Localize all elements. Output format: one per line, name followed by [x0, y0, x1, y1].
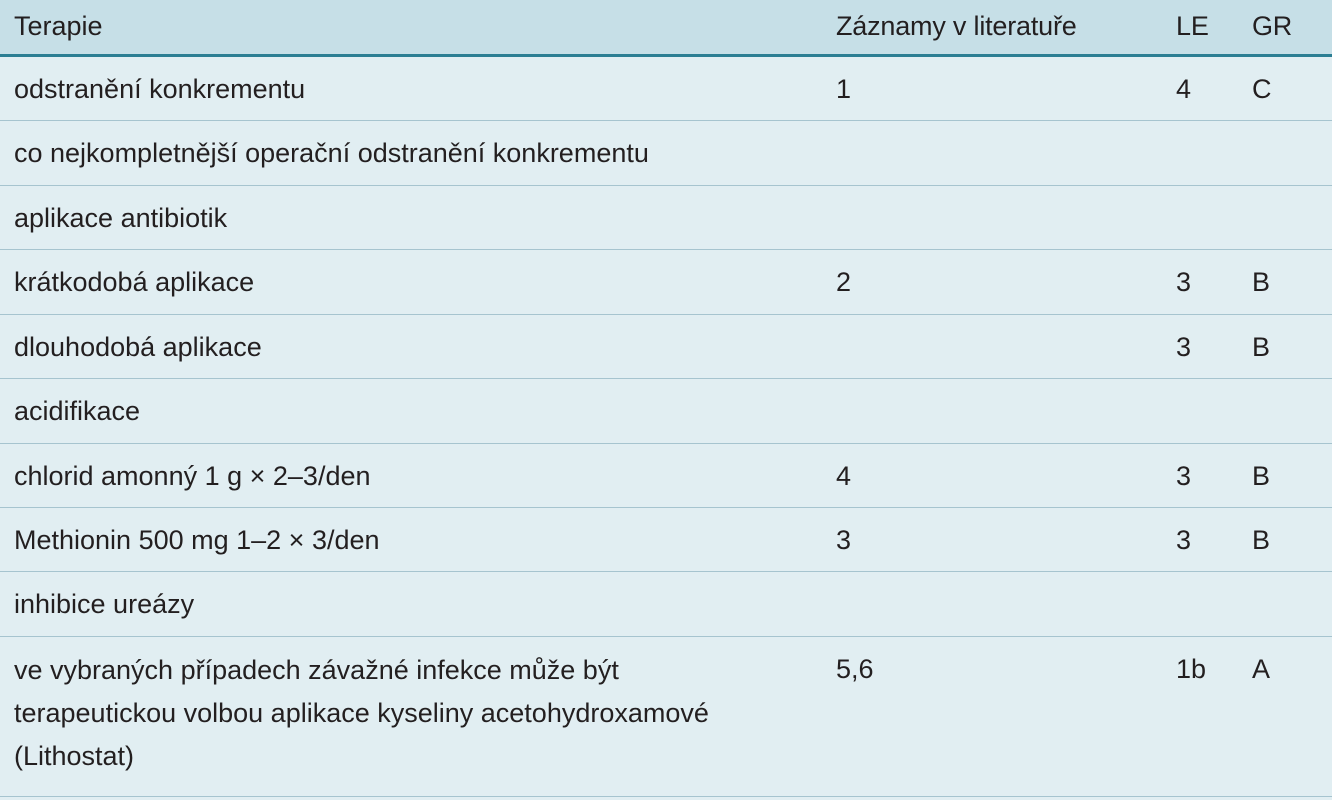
cell-gr: B [1252, 461, 1271, 491]
cell-therapy: krátkodobá aplikace [14, 267, 255, 297]
cell-gr: C [1252, 74, 1272, 104]
cell-therapy: co nejkompletnější operační odstranění konkrementu [14, 138, 649, 168]
cell-therapy: Methionin 500 mg 1–2 × 3/den [14, 525, 380, 555]
cell-le: 1b [1176, 654, 1207, 684]
cell-gr: B [1252, 267, 1271, 297]
cell-therapy: acidifikace [14, 396, 141, 426]
table-header [0, 0, 1332, 57]
cell-le: 4 [1176, 74, 1192, 104]
cell-therapy: dlouhodobá aplikace [14, 332, 262, 362]
table-row [0, 315, 1332, 379]
table-row [0, 508, 1332, 572]
cell-gr: B [1252, 332, 1271, 362]
table-row [0, 637, 1332, 797]
header-records: Záznamy v literatuře [836, 11, 1077, 41]
table-row [0, 379, 1332, 444]
table-row [0, 186, 1332, 250]
header-therapy: Terapie [14, 11, 103, 41]
table-row [0, 250, 1332, 315]
cell-therapy: aplikace antibiotik [14, 203, 228, 233]
table-row [0, 121, 1332, 186]
cell-therapy: inhibice ureázy [14, 589, 195, 619]
table-row [0, 444, 1332, 508]
cell-le: 3 [1176, 461, 1192, 491]
table-row [0, 572, 1332, 637]
cell-records: 5,6 [836, 654, 874, 684]
cell-records: 4 [836, 461, 852, 491]
cell-le: 3 [1176, 525, 1192, 555]
header-gr: GR [1252, 11, 1293, 41]
cell-le: 3 [1176, 267, 1192, 297]
cell-therapy: odstranění konkrementu [14, 74, 306, 104]
cell-gr: B [1252, 525, 1271, 555]
cell-le: 3 [1176, 332, 1192, 362]
cell-records: 2 [836, 267, 852, 297]
cell-records: 1 [836, 74, 852, 104]
cell-therapy: chlorid amonný 1 g × 2–3/den [14, 461, 371, 491]
header-le: LE [1176, 11, 1209, 41]
cell-gr: A [1252, 654, 1271, 684]
cell-records: 3 [836, 525, 852, 555]
table-row [0, 57, 1332, 121]
cell-therapy: ve vybraných případech závažné infekce může být terapeutickou volbou aplikace kyseliny acetohydroxamové (Lithostat) [14, 655, 709, 771]
